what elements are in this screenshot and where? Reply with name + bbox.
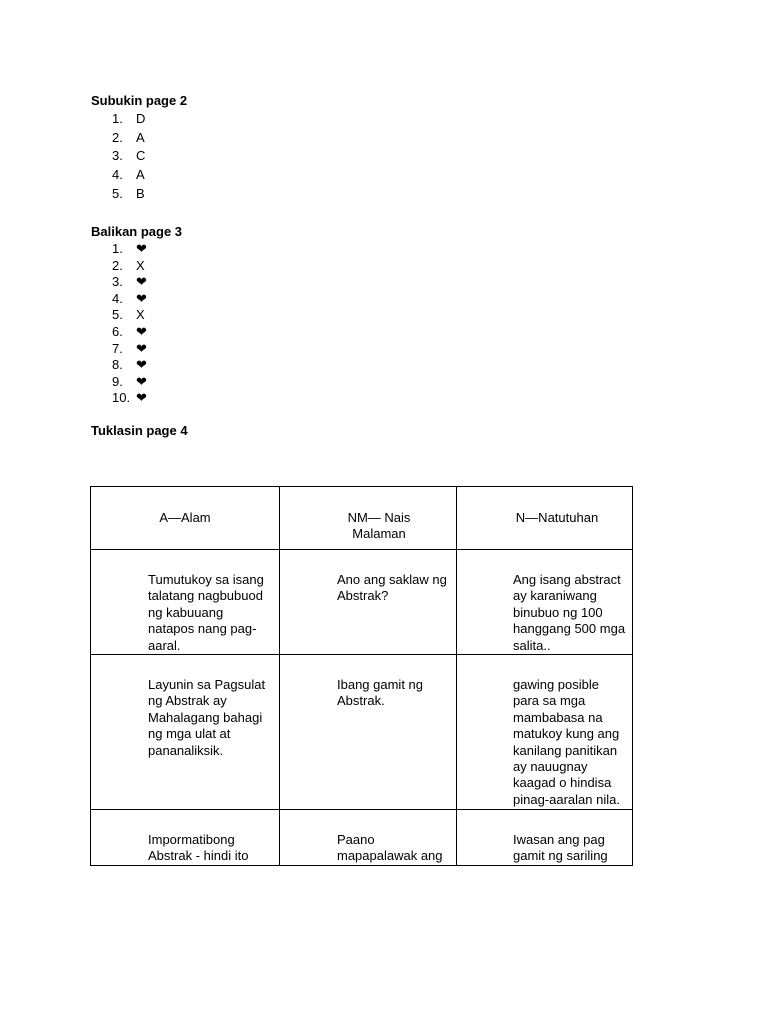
kwl-table <box>90 486 633 866</box>
section-heading-tuklasin: Tuklasin page 4 <box>91 423 188 438</box>
list-item: 6. ❤ <box>112 323 147 339</box>
list-item: 7. ❤ <box>112 340 147 356</box>
column-header-natutuhan: N—Natutuhan <box>457 487 633 550</box>
table-cell: Paano mapapalawak ang <box>280 810 457 866</box>
balikan-answer-list <box>112 241 147 407</box>
table-cell: Ibang gamit ng Abstrak. <box>280 655 457 810</box>
table-row <box>91 810 633 866</box>
list-item: 3. ❤ <box>112 274 147 290</box>
list-item: 9. ❤ <box>112 373 147 389</box>
table-cell: Iwasan ang pag gamit ng sariling <box>457 810 633 866</box>
table-cell: Impormatibong Abstrak - hindi ito <box>91 810 280 866</box>
list-item: 2. X <box>112 257 145 273</box>
section-heading-subukin: Subukin page 2 <box>91 93 188 108</box>
list-item: 10. ❤ <box>112 390 147 406</box>
list-item: 2. A <box>112 129 145 145</box>
list-item: 8. ❤ <box>112 357 147 373</box>
table-row <box>91 550 633 655</box>
list-item: 4. A <box>112 167 145 183</box>
column-header-nais-malaman: NM— Nais Malaman <box>280 487 457 550</box>
table-row <box>91 655 633 810</box>
list-item: 5. X <box>112 307 145 323</box>
subukin-answer-list <box>112 110 145 203</box>
list-item: 5. B <box>112 185 145 201</box>
list-item: 4. ❤ <box>112 290 147 306</box>
table-cell: Layunin sa Pagsulat ng Abstrak ay Mahalagang bahagi ng mga ulat at pananaliksik. <box>91 655 280 810</box>
list-item: 3. C <box>112 148 146 164</box>
list-item: 1. D <box>112 111 146 126</box>
table-cell: Ang isang abstract ay karaniwang binubuo ng 100 hanggang 500 mga salita.. <box>457 550 633 655</box>
table-cell: Tumutukoy sa isang talatang nagbubuod ng kabuuang natapos nang pag-aaral. <box>91 550 280 655</box>
table-cell: Ano ang saklaw ng Abstrak? <box>280 550 457 655</box>
section-heading-balikan: Balikan page 3 <box>91 224 183 239</box>
table-cell: gawing posible para sa mga mambabasa na matukoy kung ang kanilang panitikan ay nauugnay kaagad o hindisa pinag-aaralan nila. <box>457 655 633 810</box>
table-header-row <box>91 487 633 550</box>
list-item: 1. ❤ <box>112 241 147 256</box>
column-header-alam: A—Alam <box>91 487 280 550</box>
